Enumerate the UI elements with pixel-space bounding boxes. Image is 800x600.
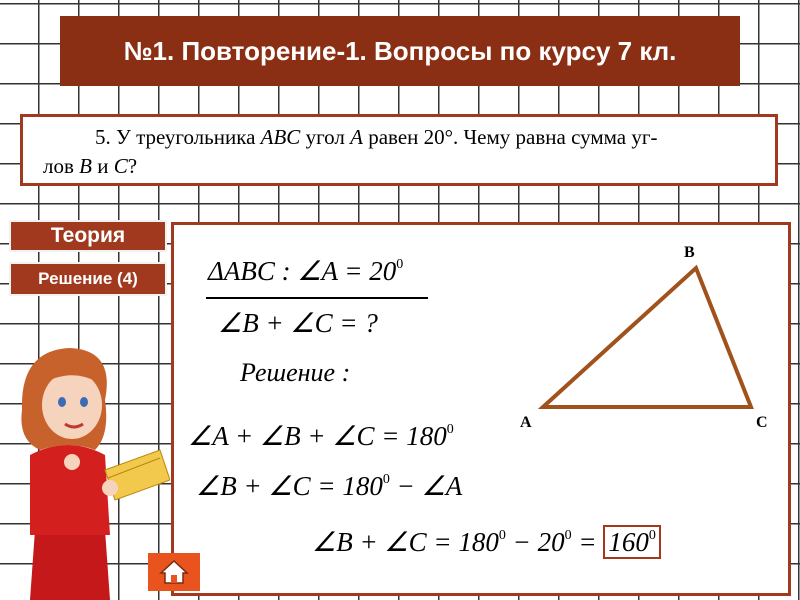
equation-2-text-b: − ∠A <box>389 471 463 501</box>
theory-button-label: Теория <box>50 224 126 247</box>
question-a: A <box>350 125 363 149</box>
degree-mark: 0 <box>382 472 390 487</box>
solution-heading-text: Решение : <box>240 358 351 387</box>
vertex-label-b: B <box>684 244 695 261</box>
degree-mark: 0 <box>498 528 506 543</box>
teacher-illustration <box>10 340 170 600</box>
equation-3-text-b: − 20 <box>505 527 565 557</box>
question-text: 5. У треугольника <box>95 125 261 149</box>
equation-2-text-a: ∠B + ∠C = 180 <box>196 471 383 501</box>
home-icon <box>159 559 189 585</box>
page-title-text: №1. Повторение-1. Вопросы по курсу 7 кл. <box>123 35 677 66</box>
question-text-4: лов <box>43 154 80 178</box>
equation-3-text-c: = <box>571 527 604 557</box>
degree-mark: 0 <box>648 528 656 543</box>
degree-mark: 0 <box>446 422 454 437</box>
home-button[interactable] <box>148 553 200 591</box>
solution-button-label: Решение (4) <box>38 269 138 288</box>
question-c: C <box>113 154 128 178</box>
teacher-hand-left <box>64 454 80 470</box>
equation-1-text: ∠A + ∠B + ∠C = 180 <box>188 421 447 451</box>
teacher-face <box>42 371 102 439</box>
question-abc: ABC <box>260 125 301 149</box>
question-and: и <box>91 154 114 178</box>
question-expression-text: ∠B + ∠C = ? <box>218 308 378 338</box>
degree-mark: 0 <box>396 257 404 272</box>
teacher-skirt <box>30 530 110 600</box>
teacher-hand <box>102 480 118 496</box>
question-text-2: угол <box>300 125 351 149</box>
vertex-label-c: C <box>756 414 768 431</box>
teacher-eye-left <box>58 397 66 407</box>
degree-mark: 0 <box>564 528 572 543</box>
triangle-abc <box>543 268 751 407</box>
answer-value: 160 <box>608 527 649 557</box>
vertex-label-a: A <box>520 414 532 431</box>
equation-3-text-a: ∠B + ∠C = 180 <box>312 527 499 557</box>
question-b: B <box>79 154 92 178</box>
question-text-3: равен 20°. Чему равна сумма уг- <box>362 125 658 149</box>
teacher-eye-right <box>80 397 88 407</box>
question-end: ? <box>127 154 138 178</box>
given-angle-text: ΔABC : ∠A = 20 <box>208 256 397 286</box>
